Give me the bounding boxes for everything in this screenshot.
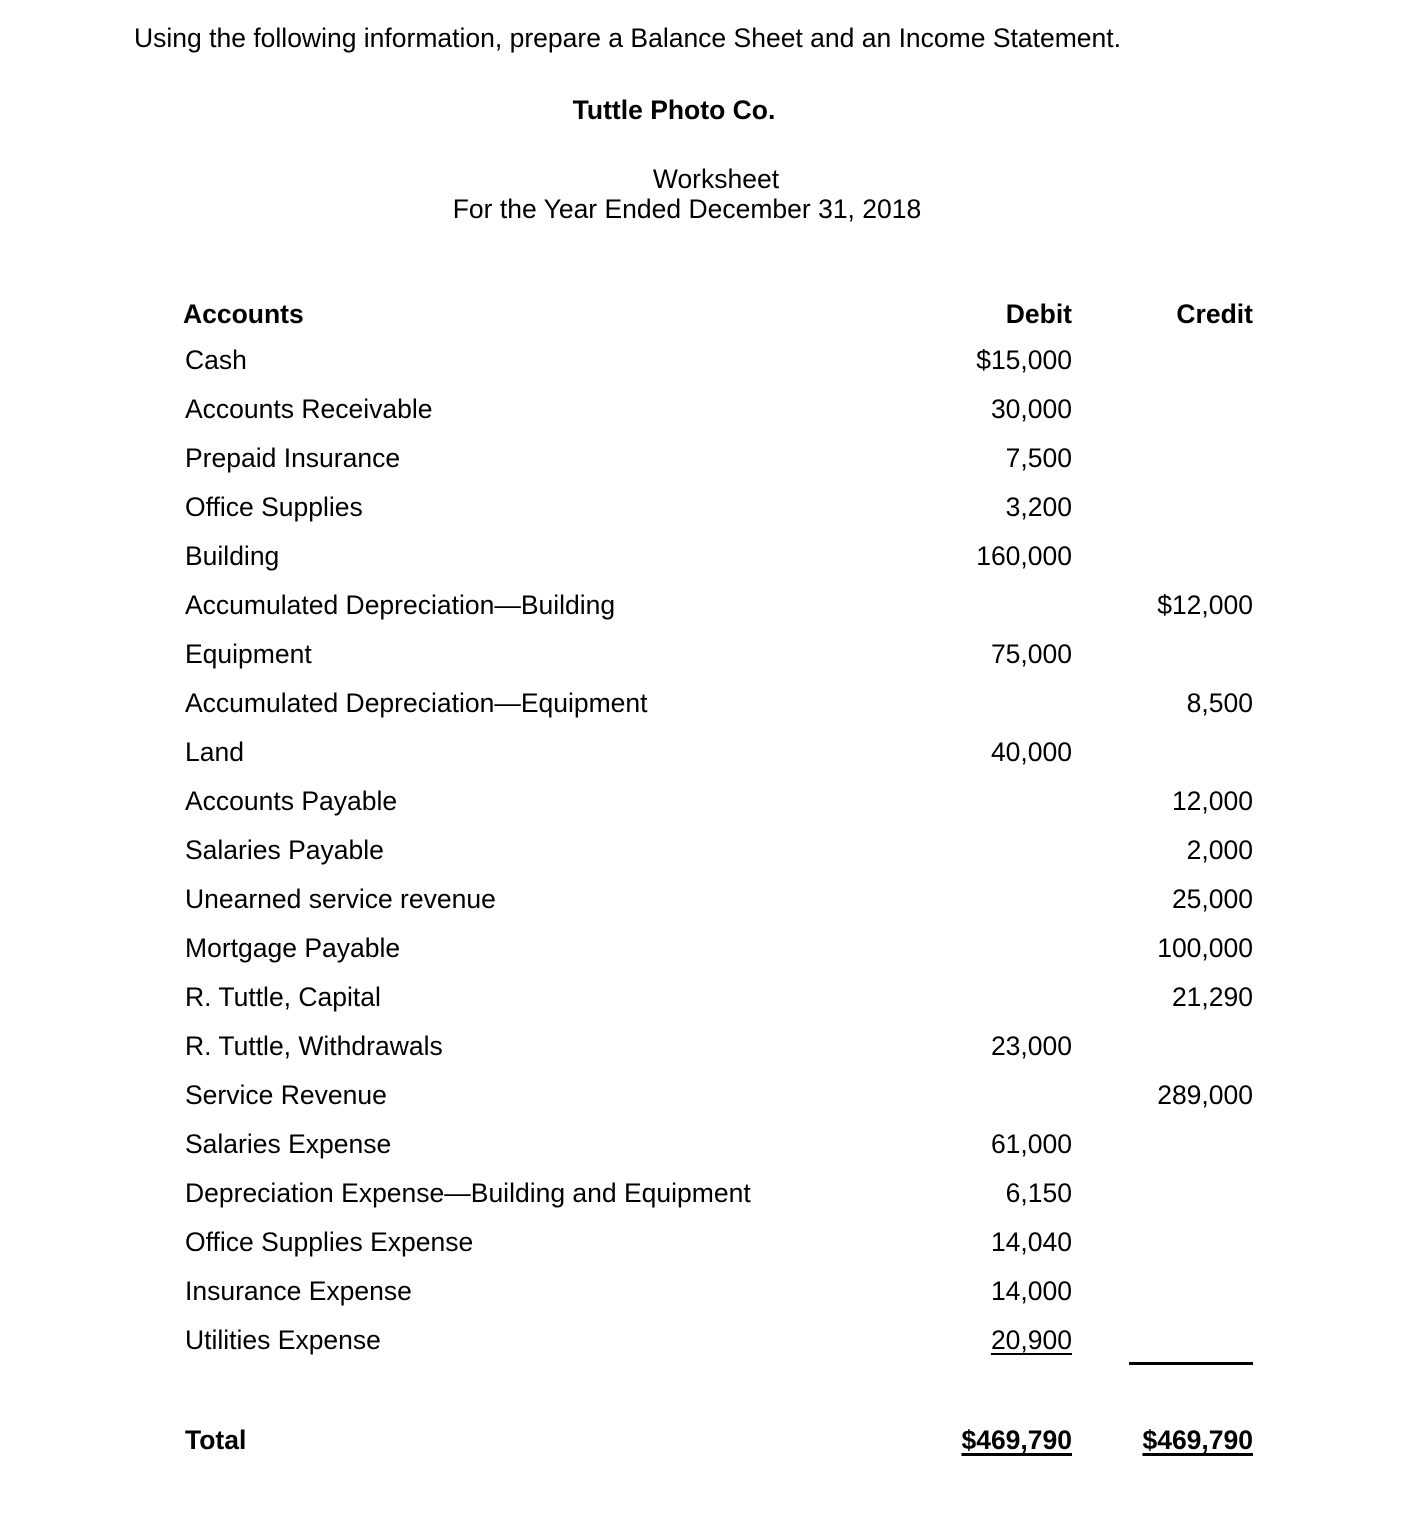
account-name-cell: Depreciation Expense—Building and Equipment (185, 1178, 751, 1208)
table-row (183, 1316, 1253, 1365)
account-name-cell: Unearned service revenue (185, 884, 496, 914)
document-period: For the Year Ended December 31, 2018 (452, 194, 922, 224)
debit-amount-value: 20,900 (990, 1325, 1072, 1355)
debit-amount-cell (883, 581, 1078, 630)
account-name-cell: Office Supplies (185, 492, 363, 522)
credit-amount-cell (1078, 973, 1253, 1022)
table-row (183, 581, 1253, 630)
debit-amount-cell (883, 434, 1078, 483)
table-row (183, 434, 1253, 483)
debit-amount-value: 61,000 (990, 1129, 1072, 1159)
debit-amount-cell (883, 336, 1078, 385)
table-row (183, 924, 1253, 973)
credit-amount-value: 2,000 (1186, 835, 1253, 865)
total-debit-value: $469,790 (961, 1425, 1072, 1455)
credit-amount-cell (1078, 1218, 1253, 1267)
table-row (183, 679, 1253, 728)
credit-amount-cell (1078, 1169, 1253, 1218)
account-name-cell: Salaries Payable (185, 835, 384, 865)
credit-amount-cell (1078, 826, 1253, 875)
credit-amount-cell (1078, 581, 1253, 630)
debit-amount-cell (883, 777, 1078, 826)
table-row (183, 1218, 1253, 1267)
debit-amount-cell (883, 1120, 1078, 1169)
spacer-cell (1078, 1365, 1253, 1415)
debit-amount-cell (883, 1022, 1078, 1071)
company-name: Tuttle Photo Co. (572, 95, 776, 125)
debit-amount-value: 75,000 (990, 639, 1072, 669)
table-row (183, 1022, 1253, 1071)
account-name-cell: Salaries Expense (185, 1129, 392, 1159)
credit-amount-value: 21,290 (1171, 982, 1253, 1012)
table-spacer-row (183, 1365, 1253, 1415)
debit-amount-value: 160,000 (976, 541, 1072, 571)
debit-amount-value: 14,040 (990, 1227, 1072, 1257)
instruction-text: Using the following information, prepare a Balance Sheet and an Income Statement. (134, 23, 1121, 53)
account-name-cell: Accumulated Depreciation—Building (185, 590, 616, 620)
credit-amount-value: 8,500 (1186, 688, 1253, 718)
credit-amount-value: $12,000 (1157, 590, 1253, 620)
debit-amount-cell (883, 1267, 1078, 1316)
debit-amount-cell (883, 1218, 1078, 1267)
account-name-cell: R. Tuttle, Capital (185, 982, 381, 1012)
document-type: Worksheet (652, 164, 780, 194)
total-row (183, 1415, 1253, 1465)
credit-amount-cell (1078, 1267, 1253, 1316)
account-name-cell: Service Revenue (185, 1080, 387, 1110)
column-header-debit: Debit (1005, 299, 1072, 329)
credit-amount-cell (1078, 728, 1253, 777)
credit-amount-value: 25,000 (1171, 884, 1253, 914)
credit-amount-value: 100,000 (1157, 933, 1253, 963)
credit-amount-cell (1078, 385, 1253, 434)
account-name-cell: Utilities Expense (185, 1325, 381, 1355)
account-name-cell: Equipment (185, 639, 312, 669)
trial-balance-table (183, 292, 1253, 1465)
debit-amount-cell (883, 532, 1078, 581)
credit-amount-cell (1078, 679, 1253, 728)
table-row (183, 1071, 1253, 1120)
debit-amount-cell (883, 1169, 1078, 1218)
spacer-cell (883, 1365, 1078, 1415)
debit-amount-cell (883, 483, 1078, 532)
debit-amount-cell (883, 973, 1078, 1022)
credit-amount-cell (1078, 1022, 1253, 1071)
debit-amount-value: 14,000 (990, 1276, 1072, 1306)
credit-column-subtotal-rule (1129, 1328, 1253, 1365)
debit-amount-value: $15,000 (976, 345, 1072, 375)
credit-amount-value: 289,000 (1157, 1080, 1253, 1110)
credit-amount-cell (1078, 777, 1253, 826)
debit-amount-cell (883, 679, 1078, 728)
credit-amount-value: 12,000 (1171, 786, 1253, 816)
table-row (183, 777, 1253, 826)
debit-amount-cell (883, 924, 1078, 973)
table-header-row (183, 292, 1253, 336)
account-name-cell: Accumulated Depreciation—Equipment (185, 688, 648, 718)
debit-amount-value: 3,200 (1005, 492, 1072, 522)
table-row (183, 1267, 1253, 1316)
table-row (183, 1169, 1253, 1218)
table-row (183, 336, 1253, 385)
credit-amount-cell (1078, 1071, 1253, 1120)
table-row (183, 728, 1253, 777)
table-row (183, 483, 1253, 532)
table-row (183, 532, 1253, 581)
table-row (183, 973, 1253, 1022)
credit-amount-cell (1078, 483, 1253, 532)
account-name-cell: Building (185, 541, 280, 571)
debit-amount-cell (883, 826, 1078, 875)
debit-amount-value: 6,150 (1005, 1178, 1072, 1208)
debit-amount-value: 7,500 (1005, 443, 1072, 473)
debit-amount-cell (883, 875, 1078, 924)
account-name-cell: Insurance Expense (185, 1276, 412, 1306)
account-name-cell: Office Supplies Expense (185, 1227, 474, 1257)
debit-amount-cell (883, 385, 1078, 434)
table-body (183, 336, 1253, 1465)
table-row (183, 630, 1253, 679)
debit-amount-cell (883, 1316, 1078, 1365)
account-name-cell: Cash (185, 345, 247, 375)
account-name-cell: Land (185, 737, 244, 767)
table-row (183, 385, 1253, 434)
total-debit-cell (883, 1415, 1078, 1465)
credit-amount-cell (1078, 532, 1253, 581)
debit-amount-cell (883, 1071, 1078, 1120)
credit-amount-cell (1078, 924, 1253, 973)
column-header-credit: Credit (1176, 299, 1253, 329)
debit-amount-value: 30,000 (990, 394, 1072, 424)
column-header-accounts: Accounts (183, 299, 304, 329)
total-credit-value: $469,790 (1142, 1425, 1253, 1455)
credit-amount-cell (1078, 1316, 1253, 1365)
account-name-cell: Accounts Receivable (185, 394, 433, 424)
account-name-cell: Prepaid Insurance (185, 443, 401, 473)
account-name-cell: Accounts Payable (185, 786, 398, 816)
spacer-cell (183, 1365, 883, 1415)
credit-amount-cell (1078, 336, 1253, 385)
table-row (183, 1120, 1253, 1169)
table-row (183, 826, 1253, 875)
account-name-cell: Mortgage Payable (185, 933, 401, 963)
credit-amount-cell (1078, 630, 1253, 679)
debit-amount-cell (883, 630, 1078, 679)
debit-amount-value: 23,000 (990, 1031, 1072, 1061)
table-row (183, 875, 1253, 924)
credit-amount-cell (1078, 434, 1253, 483)
credit-amount-cell (1078, 875, 1253, 924)
account-name-cell: R. Tuttle, Withdrawals (185, 1031, 443, 1061)
total-label: Total (185, 1425, 247, 1455)
debit-amount-value: 40,000 (990, 737, 1072, 767)
total-credit-cell (1078, 1415, 1253, 1465)
credit-amount-cell (1078, 1120, 1253, 1169)
debit-amount-cell (883, 728, 1078, 777)
